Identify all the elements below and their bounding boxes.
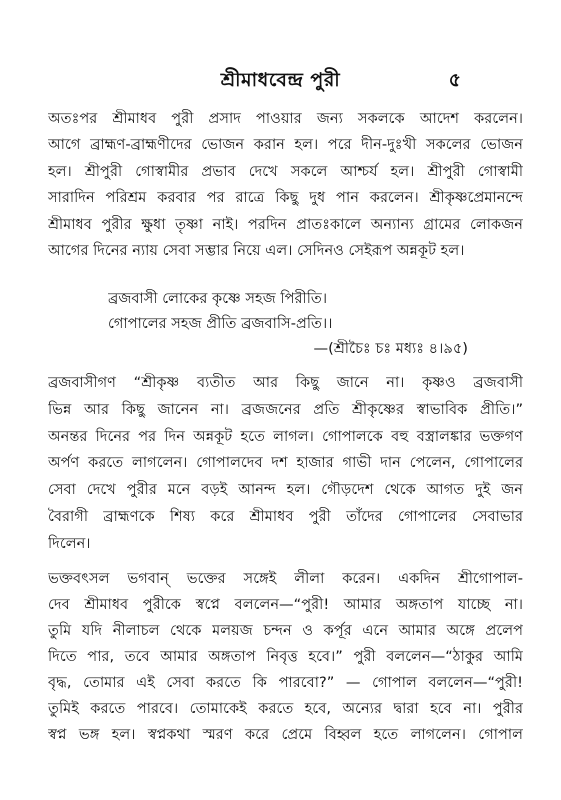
text-line: শ্রীমাধব পুরীর ক্ষুধা তৃষ্ণা নাই। পরদিন প্রাতঃকালে অন্যান্য গ্রামের লোকজন <box>48 215 523 233</box>
text-line: স্বপ্ন ভঙ্গ হল। স্বপ্নকথা স্মরণ করে প্রেমে বিহ্বল হতে লাগলেন। গোপাল <box>48 726 523 743</box>
text-line: আগে ব্রাহ্মণ-ব্রাহ্মণীদের ভোজন করান হল। পরে দীন-দুঃখী সকলের ভোজন <box>48 136 523 154</box>
running-title: শ্রীমাধবেন্দ্র পুরী <box>220 69 341 91</box>
text-line: দিলেন। <box>48 534 91 552</box>
text-line: অনন্তর দিনের পর দিন অন্নকূট হতে লাগল। গোপালকে বহু বস্ত্রালঙ্কার ভক্তগণ <box>48 427 523 445</box>
text-line: ভক্তবৎসল ভগবান্ ভক্তের সঙ্গেই লীলা করেন। একদিন শ্রীগোপাল- <box>48 570 523 587</box>
text-line: অতঃপর শ্রীমাধব পুরী প্রসাদ পাওয়ার জন্য সকলকে আদেশ করলেন। <box>48 110 523 127</box>
page-number: ৫ <box>448 69 461 91</box>
page-header <box>0 66 561 94</box>
text-line: হল। শ্রীপুরী গোস্বামীর প্রভাব দেখে সকলে আশ্চর্য হল। শ্রীপুরী গোস্বামী <box>48 162 523 180</box>
paragraph-2 <box>48 370 523 558</box>
verse-block <box>108 286 468 361</box>
text-line: দিতে পার, তবে আমার অঙ্গতাপ নিবৃত্ত হবে।” পুরী বললেন—“ঠাকুর আমি <box>48 648 523 665</box>
text-line: সারাদিন পরিশ্রম করবার পর রাত্রে কিছু দুধ পান করলেন। শ্রীকৃষ্ণপ্রেমানন্দে <box>48 189 523 207</box>
text-line: ব্রজবাসীগণ “শ্রীকৃষ্ণ ব্যতীত আর কিছু জানে না। কৃষ্ণও ব্রজবাসী <box>48 374 523 391</box>
verse-line: ব্রজবাসী লোকের কৃষ্ণে সহজ পিরীতি। <box>108 290 328 307</box>
text-line: তুমিই করতে পারবে। তোমাকেই করতে হবে, অন্যের দ্বারা হবে না। পুরীর <box>48 700 523 717</box>
text-line: ভিন্ন আর কিছু জানেন না। ব্রজজনের প্রতি শ্রীকৃষ্ণের স্বাভাবিক প্রীতি।” <box>48 400 523 418</box>
paragraph-1 <box>48 106 523 264</box>
text-line: অর্পণ করতে লাগলেন। গোপালদেব দশ হাজার গাভী দান পেলেন, গোপালের <box>48 454 523 472</box>
text-line: বৈরাগী ব্রাহ্মণকে শিষ্য করে শ্রীমাধব পুরী তাঁদের গোপালের সেবাভার <box>48 507 523 525</box>
text-line: বৃদ্ধ, তোমার এই সেবা করতে কি পারবো?” — গোপাল বললেন—“পুরী! <box>48 674 523 691</box>
text-line: আগের দিনের ন্যায় সেবা সম্ভার নিয়ে এল। সেদিনও সেইরূপ অন্নকূট হল। <box>48 241 465 259</box>
text-line: দেব শ্রীমাধব পুরীকে স্বপ্নে বললেন—“পুরী! আমার অঙ্গতাপ যাচ্ছে না। <box>48 596 523 613</box>
verse-citation: —(শ্রীচৈঃ চঃ মধ্যঃ ৪।৯৫) <box>313 340 468 357</box>
text-line: সেবা দেখে পুরীর মনে বড়ই আনন্দ হল। গৌড়দেশ থেকে আগত দুই জন <box>48 481 523 499</box>
paragraph-3 <box>48 566 523 748</box>
verse-line: গোপালের সহজ প্রীতি ব্রজবাসি-প্রতি।। <box>108 315 333 332</box>
text-line: তুমি যদি নীলাচল থেকে মলয়জ চন্দন ও কর্পূর এনে আমার অঙ্গে প্রলেপ <box>48 622 523 639</box>
